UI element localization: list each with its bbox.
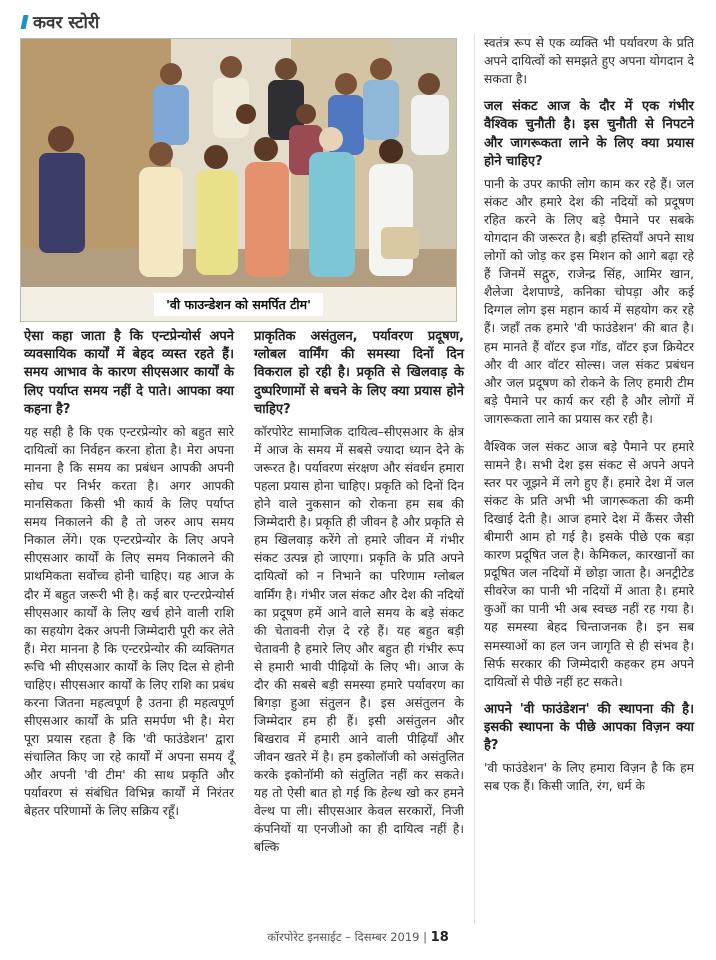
question-vision: आपने 'वी फाउंडेशन' की स्थापना की है। इसकी स्थापना के पीछे आपका विज़न क्या है? <box>484 701 694 754</box>
question-time-management: ऐसा कहा जाता है कि एन्टप्रेन्योर्स अपने व्यवसायिक कार्यों में बेहद व्यस्त रहते हैं। समय आभाव के कारण सीएसआर कार्यों के लिए पर्याप्त समय नहीं दे पाते। आपका क्या कहना है? <box>24 329 234 417</box>
question-water-crisis: जल संकट आज के दौर में एक गंभीर वैश्विक चुनौती है। इस चुनौती से निपटने और जागरूकता लाने के लिए क्या प्रयास होने चाहिए? <box>484 99 694 169</box>
answer-time-management: यह सही है कि एक एन्टरप्रेन्योर को बहुत सारे दायित्वों का निर्वहन करना होता है। मेरा अपना मानना है कि समय का प्रबंधन आपकी अपनी सोच पर निर्भर करता है। अगर आपकी मानसिकता किसी भी कार्य के लिए पर्याप्त समय निकालने की है तो जरुर आप समय निकाल लेंगे। एक एन्टरप्रेन्योर के लिए अपने सीएसआर कार्यों के लिए समय निकालने की प्राथमिकता सर्वोच्च होनी चाहिए। यह आज के दौर में बहुत जरूरी भी है। कई बार एन्टरप्रेन्योर्स सीएसआर कार्यों के लिए खर्च होने वाली राशि का सहयोग देकर अपनी जिम्मेदारी पूरी कर लेते हैं। मेरा मानना है कि एन्टरप्रेन्योर की व्यक्तिगत रूचि भी सीएसआर कार्यों के लिए दिल से होनी चाहिए। सीएसआर कार्यों के लिए राशि का प्रबंध करना जितना महत्वपूर्ण है उतना ही महत्वपूर्ण सीएसआर कार्यों के प्रति समर्पण भी है। मेरा पूरा प्रयास रहता है कि 'वी फाउंडेशन' द्वारा संचालित किए जा रहे कार्यों में अपना समय दूँ और अपनी 'वी टीम' की साथ प्रकृति और पर्यावरण सं संबंधित विभिन्न कार्यों में निरंतर बेहतर परिणामों के लिए सक्रिय रहूँ। <box>24 424 234 819</box>
photo-caption: 'वी फाउन्डेशन को समर्पित टीम' <box>154 293 323 316</box>
footer-separator: | <box>423 930 428 944</box>
answer-environment: कॉरपोरेट सामाजिक दायित्व–सीएसआर के क्षेत्र में आज के समय में सबसे ज्यादा ध्यान देने के जरूरत है। पर्यावरण संरक्षण और संवर्धन हमारा पहला प्रयास होना चाहिए। प्रकृति को दिनों दिन होने वाले नुकसान को रोकना हम सब की जिम्मेदारी है। प्रकृति ही जीवन है और प्रकृति से हम खिलवाड़ करेंगे तो हमारे जीवन में गंभीर संकट उत्पन्न हो जाएगा। प्रकृति के प्रति अपने दायित्वों को न निभाने का परिणाम ग्लोबल वार्मिंग है। गंभीर जल संकट और देश की नदियों का प्रदूषण हमें आने वाले समय के बड़े संकट की चेतावनी रोज़ दे रहे हैं। यह बहुत बड़ी चेतावनी है हमारे लिए और बहुत ही गंभीर रूप से हमारी भावी पीढ़ियों के लिए भी। आज के दौर की सबसे बड़ी समस्या हमारे पर्यावरण का बिगड़ा हुआ संतुलन है। इस असंतुलन के जिम्मेदार हम ही हैं। इसी असंतुलन और बिखराव में हमारी आने वाली पीढ़ियाँ और जीवन खतरे में है। हम इकोलॉजी को असंतुलित करके इकोनॉमी को संतुलित नहीं कर सकते। यह तो ऐसी बात हो गई कि हेल्थ खो कर हमने वेल्थ पा ली। सीएसआर केवल सरकारों, निजी कंपनियों या एनजीओ का ही दायित्व नहीं है। बल्कि <box>254 424 464 855</box>
continued-text: स्वतंत्र रूप से एक व्यक्ति भी पर्यावरण के प्रति अपने दायित्वों को समझते हुए अपना योगदान दे सकता है। <box>484 36 694 87</box>
section-header <box>22 10 99 33</box>
section-title: कवर स्टोरी <box>33 13 100 33</box>
page-number: 18 <box>430 930 449 945</box>
answer-vision: 'वी फाउंडेशन' के लिए हमारा विज़न है कि हम सब एक हैं। किसी जाति, रंग, धर्म के <box>484 761 694 794</box>
column-2 <box>254 328 464 860</box>
column-1 <box>24 328 234 824</box>
column-3 <box>484 34 694 799</box>
column-divider <box>474 34 475 924</box>
team-photo <box>20 38 457 322</box>
question-environment: प्राकृतिक असंतुलन, पर्यावरण प्रदूषण, ग्लोबल वार्मिंग की समस्या दिनों दिन विकराल हो रही है। प्रकृति से खिलवाड़ के दुष्परिणामों से बचने के लिए क्या प्रयास होने चाहिए? <box>254 329 464 417</box>
answer-water-crisis-p2: वैश्विक जल संकट आज बड़े पैमाने पर हमारे सामने है। सभी देश इस संकट से अपने अपने स्तर पर जूझने में लगे हुए हैं। हमारे देश में जल संकट के प्रति अभी भी जागरूकता की कमी दिखाई देती है। आज हमारे देश में कैंसर जैसी बीमारी आम हो गई है। इसके पीछे एक बड़ा कारण प्रदूषित जल है। केमिकल, कारखानों का प्रदूषित जल नदियों में छोड़ा जाता है। अनट्रीटेड सीवरेज का पानी भी नदियों में आता है। हमारे कुओं का पानी भी अब स्वच्छ नहीं रह गया है। यह समस्या बेहद चिन्ताजनक है। इन सब समस्याओं का हल जन जागृति से ही संभव है। सिर्फ सरकार की जिम्मेदारी कहकर हम अपने दायित्वों से पीछे नहीं हट सकते। <box>484 439 694 689</box>
caption-bar <box>21 287 456 321</box>
page-footer <box>0 930 716 945</box>
section-marker-icon <box>21 15 29 29</box>
answer-water-crisis-p1: पानी के उपर काफी लोग काम कर रहे हैं। जल संकट और हमारे देश की नदियों को प्रदूषण रहित करने के लिए बड़े पैमाने पर सबके योगदान की जरूरत है। बड़ी हस्तियाँ अपने साथ लोगों को जोड़ कर इस मिशन को आगे बढ़ा रहे हैं जिनमें सद्गुरु, राजेन्द्र सिंह, आमिर खान, शैलेजा देशपाण्डे, कनिका चोपड़ा और कई दिग्गल लोग इस महान कार्य में सहयोग कर रहे हैं। जहाँ तक हमारे 'वी फाउंडेशन' की बात है। हम मानते हैं वॉटर इज गॉड, वॉटर इज क्रियेटर और वी आर वॉटर सोल्स। जल संकट प्रबंधन और जल प्रदूषण को रोकने के लिए हमारी टीम बड़े पैमाने पर कार्य कर रही है और लोगों में जागरूकता लाने का प्रयास कर रही है। <box>484 176 694 426</box>
team-photo-illustration <box>21 39 456 287</box>
magazine-issue: कॉरपोरेट इनसाईट – दिसम्बर 2019 <box>267 930 420 944</box>
